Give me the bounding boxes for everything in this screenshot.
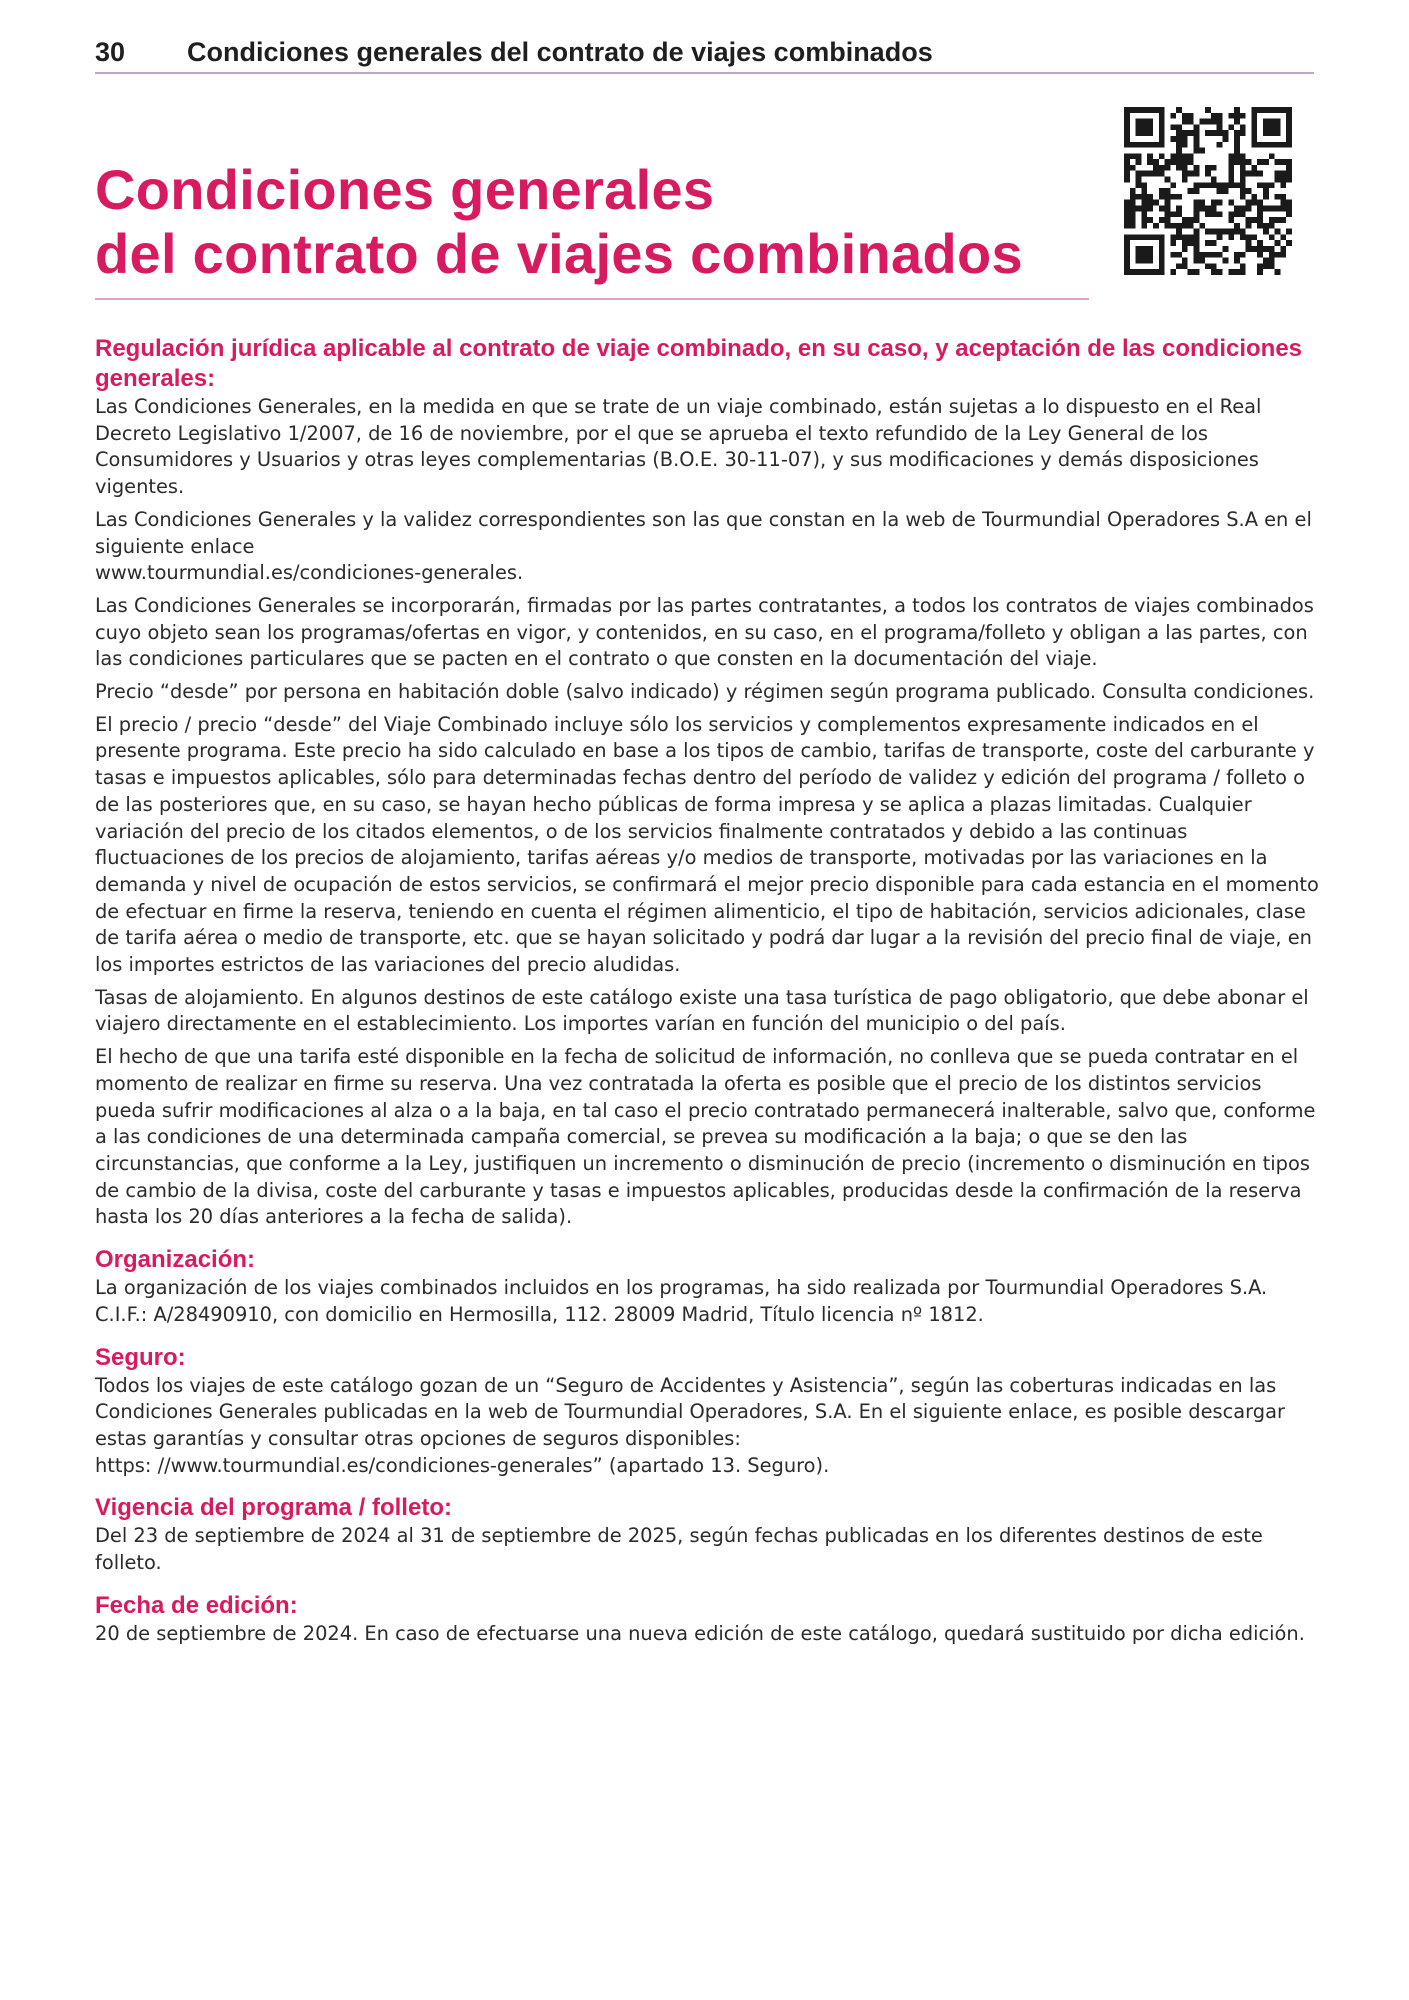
- title-text: [95, 158, 1089, 286]
- paragraph: Todos los viajes de este catálogo gozan de un “Seguro de Accidentes y Asistencia”, según las coberturas indicadas en las Condiciones Generales publicadas en la web de Tourmundial Operadores, S.A. En el siguiente enlace, es posible descargar estas garantías y consultar otras opciones de seguros disponibles:: [95, 1373, 1285, 1450]
- section-heading-vigencia: Vigencia del programa / folleto:: [95, 1494, 452, 1522]
- title-line-2: del contrato de viajes combinados: [95, 222, 1023, 285]
- paragraph: El hecho de que una tarifa esté disponible en la fecha de solicitud de información, no conlleva que se pueda contratar en el momento de realizar en firme su reserva. Una vez contratada la oferta es posible que el precio de los distintos servicios pueda sufrir modificaciones al alza o a la baja, en tal caso el precio contratado permanecerá inalterable, salvo que, conforme a las condiciones de una determinada campaña comercial, se prevea su modificación a la baja; o que se den las circunstancias, que conforme a la Ley, justifiquen un incremento o disminución de precio (incremento o disminución en tipos de cambio de la divisa, coste del carburante y tasas e impuestos aplicables, producidas desde la confirmación de la reserva hasta los 20 días anteriores a la fecha de salida).: [95, 1045, 1316, 1229]
- conditions-content: [95, 334, 1319, 1653]
- link-seguro[interactable]: https: //www.tourmundial.es/condiciones-generales” (apartado 13. Seguro).: [95, 1453, 830, 1477]
- title-line-1: Condiciones generales: [95, 158, 715, 221]
- section-heading-seguro: Seguro:: [95, 1343, 186, 1371]
- section-heading-fecha: Fecha de edición:: [95, 1591, 298, 1619]
- paragraph: Del 23 de septiembre de 2024 al 31 de septiembre de 2025, según fechas publicadas en los diferentes destinos de este folleto.: [95, 1524, 1263, 1575]
- qr-code-icon[interactable]: [1124, 107, 1292, 275]
- paragraph: Precio “desde” por persona en habitación doble (salvo indicado) y régimen según programa publicado. Consulta condiciones.: [95, 680, 1315, 704]
- paragraph: 20 de septiembre de 2024. En caso de efectuarse una nueva edición de este catálogo, quedará sustituido por dicha edición.: [95, 1621, 1305, 1645]
- paragraph: Las Condiciones Generales y la validez correspondientes son las que constan en la web de Tourmundial Operadores S.A en el siguiente enlace: [95, 507, 1312, 558]
- paragraph: Las Condiciones Generales se incorporarán, firmadas por las partes contratantes, a todos los contratos de viajes combinados cuyo objeto sean los programas/ofertas en vigor, y contenidos, en su caso, en el programa/folleto y obligan a las partes, con las condiciones particulares que se pacten en el contrato o que consten en la documentación del viaje.: [95, 593, 1314, 671]
- link-condiciones-generales[interactable]: www.tourmundial.es/condiciones-generales.: [95, 561, 524, 585]
- paragraph: Las Condiciones Generales, en la medida en que se trate de un viaje combinado, están sujetas a lo dispuesto en el Real Decreto Legislativo 1/2007, de 16 de noviembre, por el que se aprueba el texto refundido de la Ley General de los Consumidores y Usuarios y otras leyes complementarias (B.O.E. 30-11-07), y sus modificaciones y demás disposiciones vigentes.: [95, 395, 1262, 499]
- running-title: Condiciones generales del contrato de viajes combinados: [187, 37, 933, 67]
- running-header: [95, 34, 1314, 74]
- paragraph: La organización de los viajes combinados incluidos en los programas, ha sido realizada por Tourmundial Operadores S.A. C.I.F.: A/28490910, con domicilio en Hermosilla, 112. 28009 Madrid, Título licencia nº 1812.: [95, 1276, 1268, 1326]
- section-heading-organizacion: Organización:: [95, 1246, 256, 1274]
- page-title: [95, 158, 1089, 300]
- section-heading-regulacion: Regulación jurídica aplicable al contrato de viaje combinado, en su caso, y aceptación de las condiciones generales:: [95, 335, 1303, 392]
- paragraph: El precio / precio “desde” del Viaje Combinado incluye sólo los servicios y complementos expresamente indicados en el presente programa. Este precio ha sido calculado en base a los tipos de cambio, tarifas de transporte, coste del carburante y tasas e impuestos aplicables, sólo para determinadas fechas dentro del período de validez y edición del programa / folleto o de las posteriores que, en su caso, se hayan hecho públicas de forma impresa y se aplica a plazas limitadas. Cualquier variación del precio de los citados elementos, o de los servicios finalmente contratados y debido a las continuas fluctuaciones de los precios de alojamiento, tarifas aéreas y/o medios de transporte, motivadas por las variaciones en la demanda y nivel de ocupación de estos servicios, se confirmará el mejor precio disponible para cada estancia en el momento de efectuar en firme la reserva, teniendo en cuenta el régimen alimenticio, el tipo de habitación, servicios adicionales, clase de tarifa aérea o medio de transporte, etc. que se hayan solicitado y podrá dar lugar a la revisión del precio final de viaje, en los importes estrictos de las variaciones del precio aludidas.: [95, 712, 1319, 977]
- paragraph: Tasas de alojamiento. En algunos destinos de este catálogo existe una tasa turística de pago obligatorio, que debe abonar el viajero directamente en el establecimiento. Los importes varían en función del municipio o del país.: [95, 985, 1309, 1036]
- page-number: 30: [95, 37, 126, 67]
